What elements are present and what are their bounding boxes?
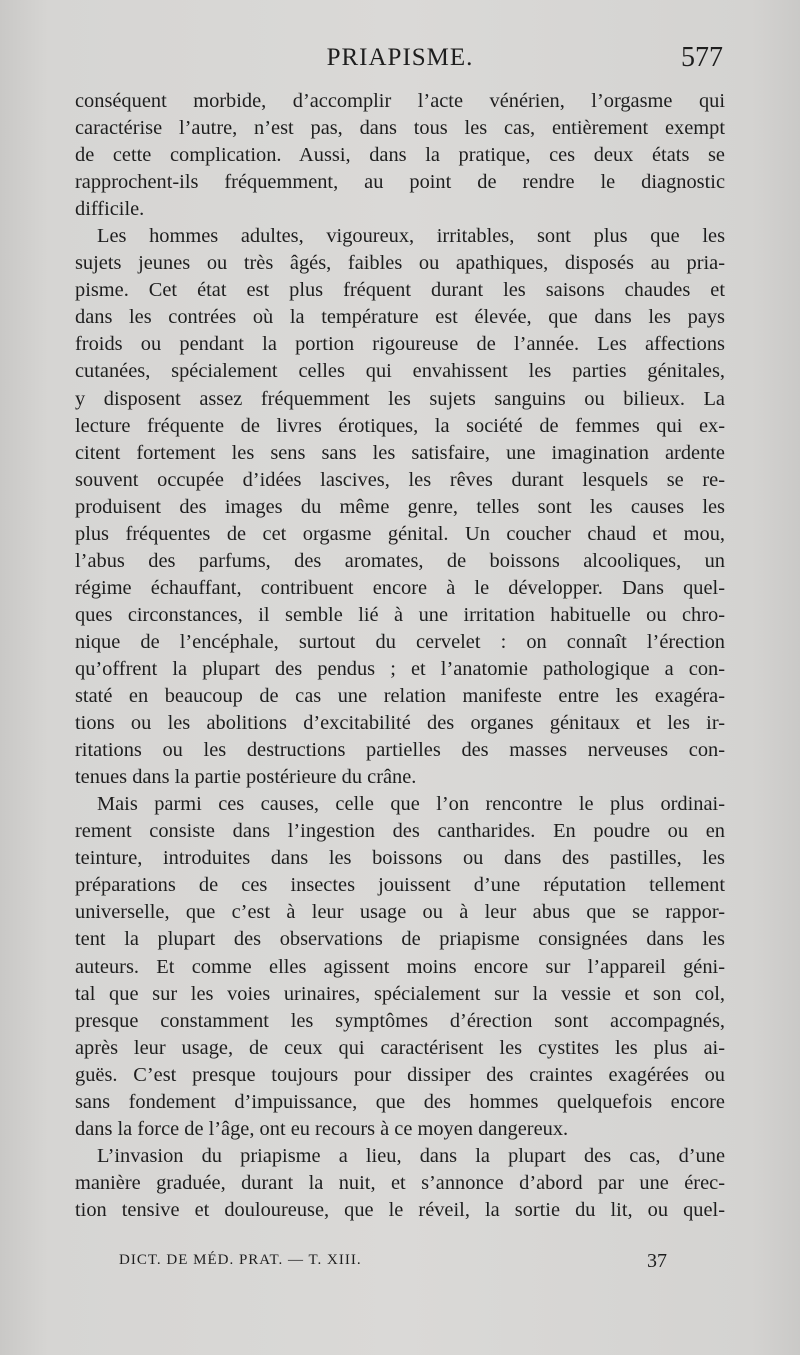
text-line: rement consiste dans l’ingestion des cantharides. En poudre ou en [75, 820, 725, 843]
page-footer [75, 1250, 725, 1278]
text-line: pisme. Cet état est plus fréquent durant les saisons chaudes et [75, 279, 725, 302]
text-line: auteurs. Et comme elles agissent moins encore sur l’appareil géni- [75, 955, 725, 978]
text-line: ritations ou les destructions partielles des masses nerveuses con- [75, 739, 725, 762]
text-line: tenues dans la partie postérieure du crâne. [75, 766, 417, 789]
text-line: staté en beaucoup de cas une relation manifeste entre les exagéra- [75, 685, 725, 708]
page-number: 577 [681, 42, 723, 73]
text-line: rapprochent-ils fréquemment, au point de rendre le diagnostic [75, 171, 725, 194]
text-line: froids ou pendant la portion rigoureuse de l’année. Les affections [75, 333, 725, 356]
body-text [75, 88, 725, 1224]
text-line: dans les contrées où la température est élevée, que dans les pays [75, 306, 725, 329]
text-line: manière graduée, durant la nuit, et s’annonce d’abord par une érec- [75, 1171, 725, 1194]
text-line: L’invasion du priapisme a lieu, dans la plupart des cas, d’une [97, 1144, 725, 1167]
text-line: presque constamment les symptômes d’érection sont accompagnés, [75, 1009, 725, 1032]
text-line: régime échauffant, contribuent encore à le développer. Dans quel- [75, 576, 725, 599]
text-line: lecture fréquente de livres érotiques, la société de femmes qui ex- [75, 414, 725, 437]
text-line: tion tensive et douloureuse, que le réveil, la sortie du lit, ou quel- [75, 1198, 725, 1221]
text-line: citent fortement les sens sans les satisfaire, une imagination ardente [75, 441, 725, 464]
text-line: souvent occupée d’idées lascives, les rêves durant lesquels se re- [75, 468, 725, 491]
text-line: dans la force de l’âge, ont eu recours à ce moyen dangereux. [75, 1117, 569, 1140]
text-line: qu’offrent la plupart des pendus ; et l’anatomie pathologique a con- [75, 657, 725, 680]
text-line: Mais parmi ces causes, celle que l’on rencontre le plus ordinai- [97, 793, 725, 816]
page-header [75, 40, 725, 80]
text-line: sujets jeunes ou très âgés, faibles ou apathiques, disposés au pria- [75, 252, 725, 275]
text-line: guës. C’est presque toujours pour dissiper des craintes exagérées ou [75, 1063, 725, 1086]
text-line: universelle, que c’est à leur usage ou à leur abus que se rappor- [75, 901, 725, 924]
text-line: teinture, introduites dans les boissons ou dans des pastilles, les [75, 847, 725, 870]
text-line: cutanées, spécialement celles qui envahissent les parties génitales, [75, 360, 725, 383]
text-line: l’abus des parfums, des aromates, de boissons alcooliques, un [75, 549, 725, 572]
text-line: difficile. [75, 198, 145, 221]
text-line: nique de l’encéphale, surtout du cervelet : on connaît l’érection [75, 630, 725, 653]
text-line: tions ou les abolitions d’excitabilité des organes génitaux et les ir- [75, 712, 725, 735]
text-line: produisent des images du même genre, telles sont les causes les [75, 495, 725, 518]
text-line: y disposent assez fréquemment les sujets sanguins ou bilieux. La [75, 387, 725, 410]
text-line: ques circonstances, il semble lié à une irritation habituelle ou chro- [75, 603, 725, 626]
text-line: préparations de ces insectes jouissent d’une réputation tellement [75, 874, 725, 897]
sheet-number: 37 [647, 1250, 667, 1272]
text-line: conséquent morbide, d’accomplir l’acte vénérien, l’orgasme qui [75, 90, 725, 112]
text-line: tal que sur les voies urinaires, spécialement sur la vessie et son col, [75, 982, 725, 1005]
text-line: sans fondement d’impuissance, que des hommes quelquefois encore [75, 1090, 725, 1113]
text-line: de cette complication. Aussi, dans la pratique, ces deux états se [75, 144, 725, 167]
volume-signature: DICT. DE MÉD. PRAT. — T. XIII. [119, 1252, 362, 1268]
text-line: tent la plupart des observations de priapisme consignées dans les [75, 928, 725, 951]
text-line: caractérise l’autre, n’est pas, dans tous les cas, entièrement exempt [75, 117, 725, 140]
running-head: PRIAPISME. [326, 44, 474, 71]
text-line: après leur usage, de ceux qui caractérisent les cystites les plus ai- [75, 1036, 725, 1059]
text-line: Les hommes adultes, vigoureux, irritables, sont plus que les [97, 225, 725, 248]
text-line: plus fréquentes de cet orgasme génital. Un coucher chaud et mou, [75, 522, 725, 545]
